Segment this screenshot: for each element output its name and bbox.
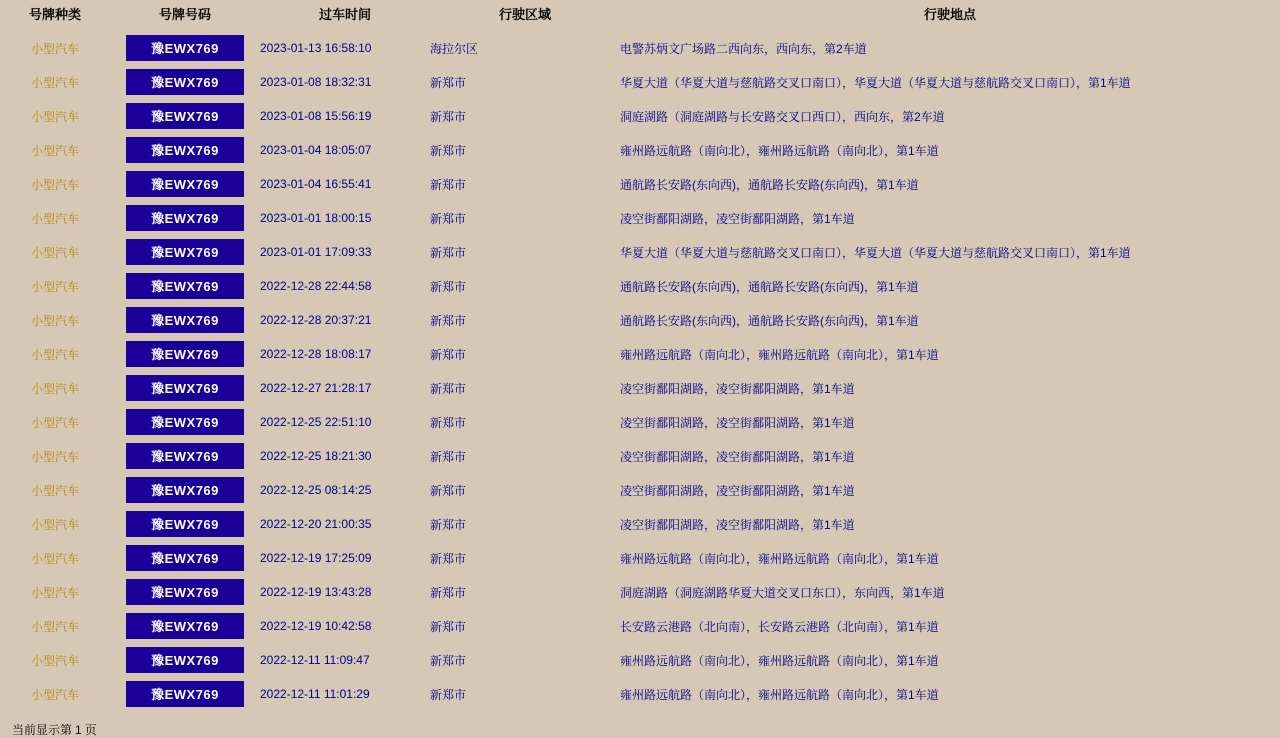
table-row[interactable] — [0, 235, 1280, 269]
cell-location: 凌空街鄱阳湖路，凌空街鄱阳湖路，第1车道 — [620, 381, 855, 396]
cell-plate-type: 小型汽车 — [30, 211, 79, 226]
cell-plate-number[interactable] — [110, 65, 260, 99]
cell-pass-time: 2023-01-01 17:09:33 — [260, 245, 372, 259]
cell-area: 新郑市 — [430, 143, 467, 158]
cell-location: 凌空街鄱阳湖路，凌空街鄱阳湖路，第1车道 — [620, 517, 855, 532]
cell-plate-type: 小型汽车 — [30, 347, 79, 362]
table-row[interactable] — [0, 507, 1280, 541]
table-row[interactable] — [0, 541, 1280, 575]
plate-badge[interactable]: 豫EWX769 — [126, 307, 244, 333]
column-header-area: 行驶区域 — [498, 7, 551, 22]
table-row[interactable] — [0, 201, 1280, 235]
cell-pass-time: 2022-12-28 22:44:58 — [260, 279, 372, 293]
cell-area: 新郑市 — [430, 245, 467, 260]
plate-badge[interactable]: 豫EWX769 — [126, 579, 244, 605]
cell-pass-time: 2022-12-27 21:28:17 — [260, 381, 372, 395]
cell-plate-type: 小型汽车 — [30, 449, 79, 464]
cell-plate-number[interactable] — [110, 337, 260, 371]
plate-badge[interactable]: 豫EWX769 — [126, 511, 244, 537]
cell-plate-number[interactable] — [110, 99, 260, 133]
cell-location: 通航路长安路(东向西)，通航路长安路(东向西)，第1车道 — [620, 313, 919, 328]
cell-pass-time: 2023-01-08 18:32:31 — [260, 75, 372, 89]
cell-pass-time: 2022-12-11 11:09:47 — [260, 653, 370, 667]
pagination-page-number: 1 — [75, 723, 82, 737]
cell-pass-time: 2022-12-25 08:14:25 — [260, 483, 372, 497]
cell-plate-type: 小型汽车 — [30, 619, 79, 634]
cell-location: 雍州路远航路（南向北），雍州路远航路（南向北），第1车道 — [620, 653, 939, 668]
cell-area: 新郑市 — [430, 75, 467, 90]
plate-badge[interactable]: 豫EWX769 — [126, 35, 244, 61]
plate-badge[interactable]: 豫EWX769 — [126, 205, 244, 231]
cell-plate-number[interactable] — [110, 609, 260, 643]
plate-badge[interactable]: 豫EWX769 — [126, 69, 244, 95]
plate-badge[interactable]: 豫EWX769 — [126, 443, 244, 469]
cell-plate-type: 小型汽车 — [30, 653, 79, 668]
cell-plate-type: 小型汽车 — [30, 143, 79, 158]
cell-area: 新郑市 — [430, 585, 467, 600]
cell-area: 新郑市 — [430, 483, 467, 498]
table-row[interactable] — [0, 269, 1280, 303]
cell-plate-type: 小型汽车 — [30, 585, 79, 600]
cell-area: 新郑市 — [430, 279, 467, 294]
cell-plate-type: 小型汽车 — [30, 75, 79, 90]
plate-badge[interactable]: 豫EWX769 — [126, 239, 244, 265]
cell-location: 雍州路远航路（南向北），雍州路远航路（南向北），第1车道 — [620, 143, 939, 158]
cell-location: 通航路长安路(东向西)，通航路长安路(东向西)，第1车道 — [620, 177, 919, 192]
plate-badge[interactable]: 豫EWX769 — [126, 341, 244, 367]
cell-plate-number[interactable] — [110, 507, 260, 541]
plate-badge[interactable]: 豫EWX769 — [126, 613, 244, 639]
plate-badge[interactable]: 豫EWX769 — [126, 103, 244, 129]
cell-plate-type: 小型汽车 — [30, 177, 79, 192]
column-header-pass-time: 过车时间 — [318, 7, 371, 22]
cell-pass-time: 2023-01-01 18:00:15 — [260, 211, 372, 225]
cell-pass-time: 2022-12-11 11:01:29 — [260, 687, 370, 701]
cell-plate-type: 小型汽车 — [30, 245, 79, 260]
table-row[interactable] — [0, 167, 1280, 201]
cell-area: 新郑市 — [430, 177, 467, 192]
cell-area: 新郑市 — [430, 687, 467, 702]
cell-pass-time: 2022-12-25 18:21:30 — [260, 449, 372, 463]
cell-plate-number[interactable] — [110, 371, 260, 405]
cell-plate-number[interactable] — [110, 405, 260, 439]
table-row[interactable] — [0, 303, 1280, 337]
cell-plate-type: 小型汽车 — [30, 279, 79, 294]
column-header-plate-number: 号牌号码 — [158, 7, 211, 22]
table-row[interactable] — [0, 575, 1280, 609]
cell-pass-time: 2022-12-19 13:43:28 — [260, 585, 372, 599]
pagination-suffix: 页 — [84, 723, 97, 737]
cell-plate-number[interactable] — [110, 439, 260, 473]
table-header-row — [0, 0, 1280, 31]
cell-pass-time: 2022-12-20 21:00:35 — [260, 517, 372, 531]
cell-plate-number[interactable] — [110, 303, 260, 337]
cell-location: 洞庭湖路（洞庭湖路与长安路交叉口西口），西向东，第2车道 — [620, 109, 945, 124]
cell-area: 新郑市 — [430, 517, 467, 532]
table-row[interactable] — [0, 371, 1280, 405]
cell-area: 新郑市 — [430, 551, 467, 566]
cell-location: 洞庭湖路（洞庭湖路华夏大道交叉口东口），东向西，第1车道 — [620, 585, 945, 600]
cell-area: 新郑市 — [430, 415, 467, 430]
plate-badge[interactable]: 豫EWX769 — [126, 681, 244, 707]
plate-badge[interactable]: 豫EWX769 — [126, 171, 244, 197]
cell-plate-type: 小型汽车 — [30, 517, 79, 532]
cell-plate-type: 小型汽车 — [30, 109, 79, 124]
cell-area: 新郑市 — [430, 381, 467, 396]
cell-area: 新郑市 — [430, 653, 467, 668]
cell-area: 海拉尔区 — [430, 41, 479, 56]
table-header — [0, 0, 1280, 31]
table-row[interactable] — [0, 133, 1280, 167]
cell-pass-time: 2022-12-25 22:51:10 — [260, 415, 372, 429]
cell-plate-number[interactable] — [110, 541, 260, 575]
cell-plate-type: 小型汽车 — [30, 381, 79, 396]
cell-plate-number[interactable] — [110, 643, 260, 677]
cell-location: 雍州路远航路（南向北），雍州路远航路（南向北），第1车道 — [620, 347, 939, 362]
column-header-location: 行驶地点 — [923, 7, 976, 22]
cell-pass-time: 2023-01-13 16:58:10 — [260, 41, 372, 55]
cell-area: 新郑市 — [430, 449, 467, 464]
table-row[interactable] — [0, 99, 1280, 133]
cell-area: 新郑市 — [430, 347, 467, 362]
cell-area: 新郑市 — [430, 619, 467, 634]
pagination-status — [0, 721, 1280, 738]
cell-area: 新郑市 — [430, 109, 467, 124]
cell-plate-type: 小型汽车 — [30, 415, 79, 430]
cell-plate-type: 小型汽车 — [30, 687, 79, 702]
pagination-prefix: 当前显示第 — [12, 723, 73, 737]
table-row[interactable] — [0, 31, 1280, 65]
plate-badge[interactable]: 豫EWX769 — [126, 545, 244, 571]
cell-plate-number[interactable] — [110, 133, 260, 167]
cell-plate-number[interactable] — [110, 201, 260, 235]
cell-plate-number[interactable] — [110, 167, 260, 201]
cell-plate-type: 小型汽车 — [30, 551, 79, 566]
cell-location: 华夏大道（华夏大道与慈航路交叉口南口），华夏大道（华夏大道与慈航路交叉口南口），第1车道 — [620, 245, 1131, 260]
cell-area: 新郑市 — [430, 211, 467, 226]
cell-location: 凌空街鄱阳湖路，凌空街鄱阳湖路，第1车道 — [620, 449, 855, 464]
table-row[interactable] — [0, 65, 1280, 99]
table-row[interactable] — [0, 405, 1280, 439]
plate-badge[interactable]: 豫EWX769 — [126, 273, 244, 299]
table-row[interactable] — [0, 677, 1280, 711]
plate-badge[interactable]: 豫EWX769 — [126, 477, 244, 503]
plate-badge[interactable]: 豫EWX769 — [126, 375, 244, 401]
plate-badge[interactable]: 豫EWX769 — [126, 137, 244, 163]
cell-location: 通航路长安路(东向西)，通航路长安路(东向西)，第1车道 — [620, 279, 919, 294]
cell-plate-number[interactable] — [110, 473, 260, 507]
table-row[interactable] — [0, 643, 1280, 677]
cell-plate-number[interactable] — [110, 31, 260, 65]
table-row[interactable] — [0, 473, 1280, 507]
table-row[interactable] — [0, 609, 1280, 643]
cell-location: 凌空街鄱阳湖路，凌空街鄱阳湖路，第1车道 — [620, 415, 855, 430]
cell-location: 雍州路远航路（南向北），雍州路远航路（南向北），第1车道 — [620, 551, 939, 566]
cell-plate-type: 小型汽车 — [30, 313, 79, 328]
table-row[interactable] — [0, 337, 1280, 371]
cell-location: 凌空街鄱阳湖路，凌空街鄱阳湖路，第1车道 — [620, 483, 855, 498]
cell-plate-number[interactable] — [110, 235, 260, 269]
plate-badge[interactable]: 豫EWX769 — [126, 409, 244, 435]
cell-pass-time: 2023-01-08 15:56:19 — [260, 109, 372, 123]
cell-plate-type: 小型汽车 — [30, 483, 79, 498]
cell-pass-time: 2022-12-19 17:25:09 — [260, 551, 372, 565]
cell-plate-type: 小型汽车 — [30, 41, 79, 56]
cell-pass-time: 2022-12-28 20:37:21 — [260, 313, 372, 327]
plate-badge[interactable]: 豫EWX769 — [126, 647, 244, 673]
cell-location: 凌空街鄱阳湖路，凌空街鄱阳湖路，第1车道 — [620, 211, 855, 226]
table-body — [0, 31, 1280, 711]
column-header-plate-type: 号牌种类 — [28, 7, 81, 22]
cell-pass-time: 2022-12-19 10:42:58 — [260, 619, 372, 633]
cell-location: 雍州路远航路（南向北），雍州路远航路（南向北），第1车道 — [620, 687, 939, 702]
cell-plate-number[interactable] — [110, 269, 260, 303]
cell-location: 华夏大道（华夏大道与慈航路交叉口南口），华夏大道（华夏大道与慈航路交叉口南口），第1车道 — [620, 75, 1131, 90]
cell-pass-time: 2023-01-04 18:05:07 — [260, 143, 372, 157]
cell-area: 新郑市 — [430, 313, 467, 328]
table-row[interactable] — [0, 439, 1280, 473]
cell-location: 长安路云港路（北向南），长安路云港路（北向南），第1车道 — [620, 619, 939, 634]
cell-pass-time: 2023-01-04 16:55:41 — [260, 177, 372, 191]
cell-plate-number[interactable] — [110, 575, 260, 609]
cell-location: 电警苏炳文广场路二西向东，西向东，第2车道 — [620, 41, 867, 56]
cell-pass-time: 2022-12-28 18:08:17 — [260, 347, 372, 361]
cell-plate-number[interactable] — [110, 677, 260, 711]
